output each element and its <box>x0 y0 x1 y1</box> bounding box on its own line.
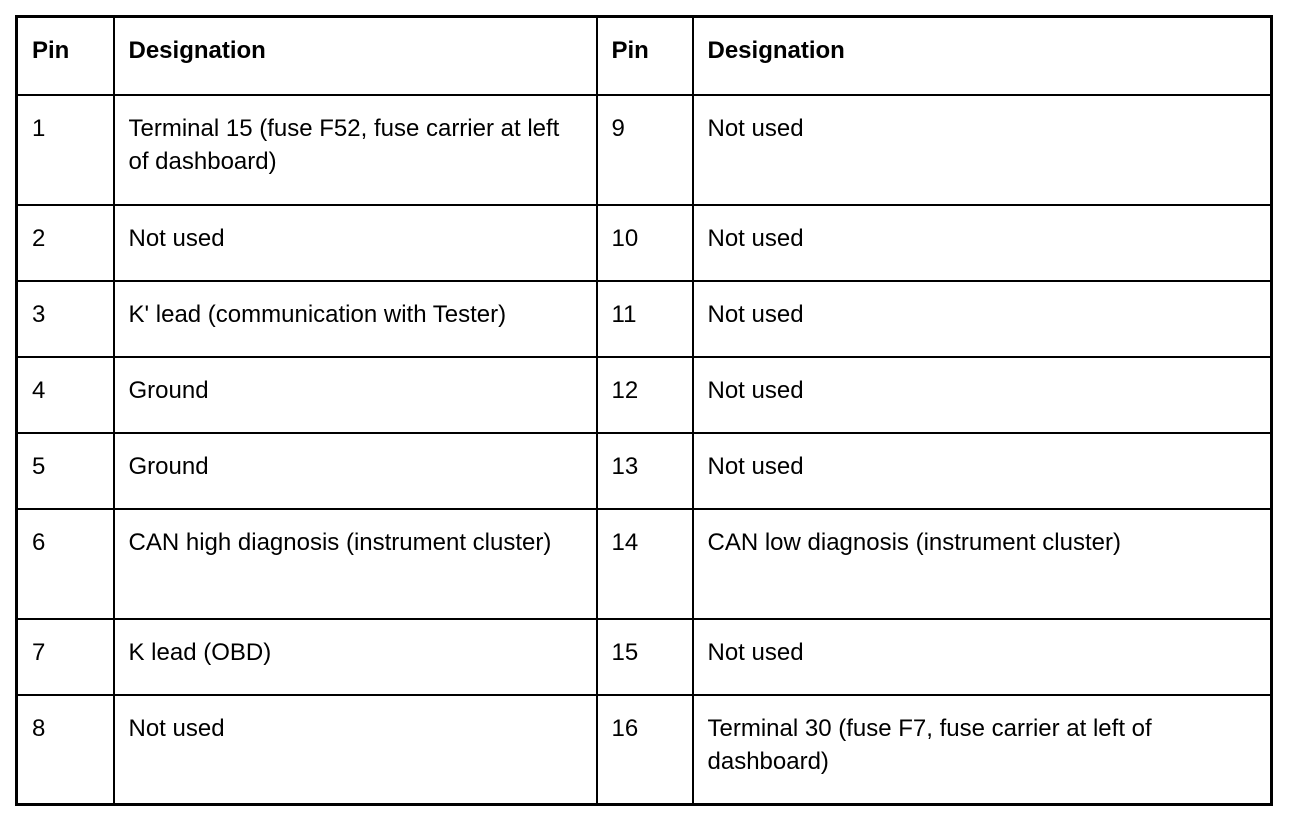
pin-cell: 7 <box>17 619 114 695</box>
designation-cell: CAN high diagnosis (instrument cluster) <box>114 509 597 619</box>
pin-cell: 2 <box>17 205 114 281</box>
header-row <box>17 17 1272 95</box>
designation-cell: Terminal 30 (fuse F7, fuse carrier at left of dashboard) <box>693 695 1272 805</box>
pin-cell: 6 <box>17 509 114 619</box>
table-row <box>17 95 1272 205</box>
pin-cell: 10 <box>597 205 693 281</box>
table-row <box>17 433 1272 509</box>
designation-cell: K lead (OBD) <box>114 619 597 695</box>
designation-cell: CAN low diagnosis (instrument cluster) <box>693 509 1272 619</box>
pin-cell: 9 <box>597 95 693 205</box>
table-row <box>17 205 1272 281</box>
pin-cell: 13 <box>597 433 693 509</box>
pin-assignment-table <box>15 15 1273 806</box>
pin-cell: 4 <box>17 357 114 433</box>
table-row <box>17 509 1272 619</box>
designation-cell: Not used <box>693 95 1272 205</box>
designation-cell: Not used <box>114 205 597 281</box>
designation-cell: K' lead (communication with Tester) <box>114 281 597 357</box>
pin-cell: 8 <box>17 695 114 805</box>
designation-cell: Ground <box>114 433 597 509</box>
table-row <box>17 695 1272 805</box>
header-pin-right: Pin <box>597 17 693 95</box>
table-header <box>17 17 1272 95</box>
designation-cell: Not used <box>114 695 597 805</box>
table-body <box>17 95 1272 805</box>
table-row <box>17 281 1272 357</box>
designation-cell: Not used <box>693 205 1272 281</box>
designation-cell: Not used <box>693 433 1272 509</box>
designation-cell: Ground <box>114 357 597 433</box>
designation-cell: Not used <box>693 357 1272 433</box>
pin-cell: 15 <box>597 619 693 695</box>
pin-cell: 16 <box>597 695 693 805</box>
pin-cell: 1 <box>17 95 114 205</box>
header-designation-left: Designation <box>114 17 597 95</box>
pin-cell: 3 <box>17 281 114 357</box>
table-row <box>17 357 1272 433</box>
designation-cell: Not used <box>693 281 1272 357</box>
header-pin-left: Pin <box>17 17 114 95</box>
designation-cell: Not used <box>693 619 1272 695</box>
pin-cell: 5 <box>17 433 114 509</box>
designation-cell: Terminal 15 (fuse F52, fuse carrier at left of dashboard) <box>114 95 597 205</box>
table-row <box>17 619 1272 695</box>
pin-cell: 11 <box>597 281 693 357</box>
pin-cell: 12 <box>597 357 693 433</box>
header-designation-right: Designation <box>693 17 1272 95</box>
pin-cell: 14 <box>597 509 693 619</box>
